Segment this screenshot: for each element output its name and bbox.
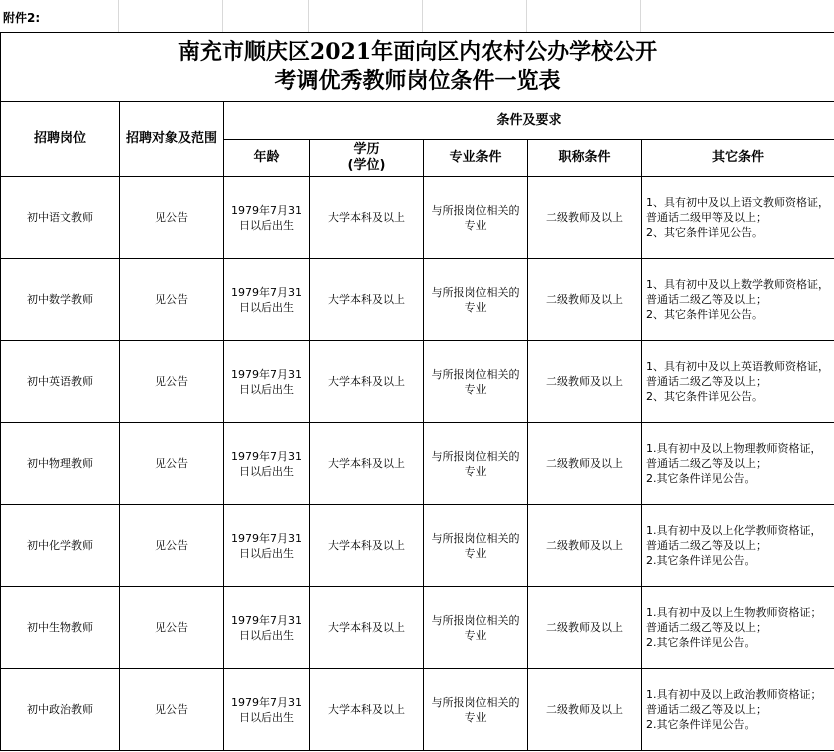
cell-age: 1979年7月31日以后出生 xyxy=(224,505,310,587)
cell-age: 1979年7月31日以后出生 xyxy=(224,423,310,505)
cell-post: 初中物理教师 xyxy=(1,423,120,505)
cell-education: 大学本科及以上 xyxy=(310,669,424,751)
header-conditions: 条件及要求 xyxy=(224,102,834,140)
cell-major: 与所报岗位相关的专业 xyxy=(424,177,528,259)
header-age: 年龄 xyxy=(224,140,310,177)
cell-other: 1、具有初中及以上英语教师资格证，普通话二级乙等及以上； 2、其它条件详见公告。 xyxy=(642,341,834,423)
header-title-requirement: 职称条件 xyxy=(528,140,642,177)
cell-other: 1.具有初中及以上政治教师资格证；普通话二级乙等及以上； 2.其它条件详见公告。 xyxy=(642,669,834,751)
conditions-table xyxy=(0,32,834,751)
cell-post: 初中政治教师 xyxy=(1,669,120,751)
cell-target: 见公告 xyxy=(120,669,224,751)
table-row xyxy=(1,341,834,423)
cell-age: 1979年7月31日以后出生 xyxy=(224,341,310,423)
grid-cell xyxy=(223,0,309,32)
cell-education: 大学本科及以上 xyxy=(310,587,424,669)
cell-title-requirement: 二级教师及以上 xyxy=(528,177,642,259)
cell-target: 见公告 xyxy=(120,505,224,587)
cell-major: 与所报岗位相关的专业 xyxy=(424,669,528,751)
cell-other: 1、具有初中及以上语文教师资格证，普通话二级甲等及以上； 2、其它条件详见公告。 xyxy=(642,177,834,259)
attachment-row xyxy=(0,0,834,32)
table-row xyxy=(1,505,834,587)
table-row xyxy=(1,259,834,341)
table-row xyxy=(1,587,834,669)
cell-title-requirement: 二级教师及以上 xyxy=(528,669,642,751)
cell-major: 与所报岗位相关的专业 xyxy=(424,505,528,587)
cell-post: 初中化学教师 xyxy=(1,505,120,587)
cell-title-requirement: 二级教师及以上 xyxy=(528,505,642,587)
cell-target: 见公告 xyxy=(120,341,224,423)
grid-cell xyxy=(119,0,223,32)
table-title xyxy=(1,33,834,102)
grid-cell xyxy=(423,0,527,32)
table-row xyxy=(1,423,834,505)
cell-other: 1、具有初中及以上数学教师资格证，普通话二级乙等及以上； 2、其它条件详见公告。 xyxy=(642,259,834,341)
header-major: 专业条件 xyxy=(424,140,528,177)
title-line-2: 考调优秀教师岗位条件一览表 xyxy=(274,68,561,94)
grid-cell xyxy=(527,0,641,32)
cell-age: 1979年7月31日以后出生 xyxy=(224,177,310,259)
cell-education: 大学本科及以上 xyxy=(310,341,424,423)
cell-education: 大学本科及以上 xyxy=(310,177,424,259)
cell-age: 1979年7月31日以后出生 xyxy=(224,587,310,669)
table-row xyxy=(1,669,834,751)
cell-age: 1979年7月31日以后出生 xyxy=(224,259,310,341)
cell-major: 与所报岗位相关的专业 xyxy=(424,341,528,423)
cell-education: 大学本科及以上 xyxy=(310,423,424,505)
cell-target: 见公告 xyxy=(120,423,224,505)
title-line-1: 南充市顺庆区2021年面向区内农村公办学校公开 xyxy=(177,39,658,65)
cell-post: 初中生物教师 xyxy=(1,587,120,669)
cell-major: 与所报岗位相关的专业 xyxy=(424,259,528,341)
table-row xyxy=(1,177,834,259)
cell-title-requirement: 二级教师及以上 xyxy=(528,587,642,669)
cell-title-requirement: 二级教师及以上 xyxy=(528,259,642,341)
cell-target: 见公告 xyxy=(120,259,224,341)
cell-post: 初中语文教师 xyxy=(1,177,120,259)
header-education: 学历 (学位) xyxy=(310,140,424,177)
cell-other: 1.具有初中及以上化学教师资格证，普通话二级乙等及以上； 2.其它条件详见公告。 xyxy=(642,505,834,587)
cell-education: 大学本科及以上 xyxy=(310,259,424,341)
attachment-label: 附件2: xyxy=(3,11,41,25)
cell-major: 与所报岗位相关的专业 xyxy=(424,423,528,505)
cell-target: 见公告 xyxy=(120,177,224,259)
cell-target: 见公告 xyxy=(120,587,224,669)
cell-post: 初中英语教师 xyxy=(1,341,120,423)
cell-major: 与所报岗位相关的专业 xyxy=(424,587,528,669)
cell-title-requirement: 二级教师及以上 xyxy=(528,341,642,423)
cell-education: 大学本科及以上 xyxy=(310,505,424,587)
cell-post: 初中数学教师 xyxy=(1,259,120,341)
header-target: 招聘对象及范围 xyxy=(120,102,224,177)
cell-age: 1979年7月31日以后出生 xyxy=(224,669,310,751)
header-other: 其它条件 xyxy=(642,140,834,177)
grid-cell xyxy=(309,0,423,32)
cell-other: 1.具有初中及以上生物教师资格证；普通话二级乙等及以上； 2.其它条件详见公告。 xyxy=(642,587,834,669)
cell-title-requirement: 二级教师及以上 xyxy=(528,423,642,505)
cell-other: 1.具有初中及以上物理教师资格证，普通话二级乙等及以上； 2.其它条件详见公告。 xyxy=(642,423,834,505)
header-post: 招聘岗位 xyxy=(1,102,120,177)
